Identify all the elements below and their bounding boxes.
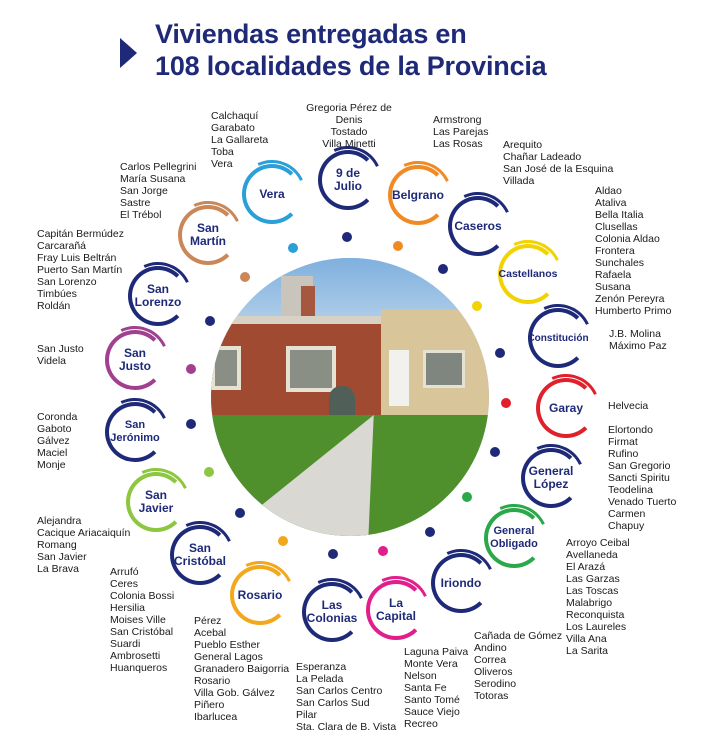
dept-label: Garay bbox=[548, 400, 584, 415]
dept-ring-san-cristobal bbox=[170, 525, 230, 585]
dept-label: La Capital bbox=[375, 596, 416, 623]
localities-rosario: Pérez Acebal Pueblo Esther General Lagos Granadero Baigorria Rosario Villa Gob. Gálvez Piñero Ibarlucea bbox=[194, 615, 290, 723]
dept-label: Belgrano bbox=[392, 187, 445, 202]
localities-san-lorenzo: Capitán Bermúdez Carcarañá Fray Luis Beltrán Puerto San Martín San Lorenzo Timbúes Roldán bbox=[37, 228, 124, 312]
page-title bbox=[155, 18, 547, 82]
localities-constitucion: J.B. Molina Máximo Paz bbox=[609, 328, 667, 352]
localities-san-javier: Alejandra Cacique Ariacaiquín Romang San Javier La Brava bbox=[37, 515, 131, 575]
dept-label: San Javier bbox=[138, 488, 174, 515]
dept-dot-las-colonias bbox=[328, 549, 338, 559]
dept-label: San Justo bbox=[118, 346, 151, 373]
dept-label: San Lorenzo bbox=[134, 282, 182, 309]
dept-ring-general-obligado bbox=[484, 508, 544, 568]
localities-las-colonias: Esperanza La Pelada San Carlos Centro San Carlos Sud Pilar Sta. Clara de B. Vista bbox=[296, 661, 397, 733]
localities-iriondo: Cañada de Gómez Andino Correa Oliveros Serodino Totoras bbox=[474, 630, 563, 702]
dept-ring-general-lopez bbox=[521, 448, 581, 508]
dept-label: San Cristóbal bbox=[174, 541, 227, 568]
dept-dot-san-cristobal bbox=[235, 508, 245, 518]
localities-la-capital: Laguna Paiva Monte Vera Nelson Santa Fe Santo Tomé Sauce Viejo Recreo bbox=[404, 646, 469, 730]
localities-garay: Helvecia bbox=[608, 400, 649, 412]
dept-ring-iriondo bbox=[431, 553, 491, 613]
localities-san-jeronimo: Coronda Gaboto Gálvez Maciel Monje bbox=[37, 411, 78, 471]
dept-ring-san-jeronimo bbox=[105, 402, 165, 462]
dept-dot-general-obligado bbox=[462, 492, 472, 502]
dept-dot-constitucion bbox=[495, 348, 505, 358]
localities-belgrano: Armstrong Las Parejas Las Rosas bbox=[433, 114, 489, 150]
dept-label: Castellanos bbox=[498, 267, 558, 280]
dept-ring-san-javier bbox=[126, 472, 186, 532]
dept-label: San Martín bbox=[190, 221, 226, 248]
dept-label: General Obligado bbox=[490, 525, 538, 550]
dept-ring-9-de-julio bbox=[318, 150, 378, 210]
localities-9-de-julio: Gregoria Pérez de Denis Tostado Villa Minetti bbox=[306, 102, 392, 150]
dept-label: Constitución bbox=[527, 332, 589, 344]
dept-ring-san-justo bbox=[105, 330, 165, 390]
dept-dot-iriondo bbox=[425, 527, 435, 537]
dept-dot-san-jeronimo bbox=[186, 419, 196, 429]
dept-ring-san-lorenzo bbox=[128, 266, 188, 326]
title-line-2: 108 localidades de la Provincia bbox=[155, 51, 547, 81]
dept-dot-rosario bbox=[278, 536, 288, 546]
dept-dot-9-de-julio bbox=[342, 232, 352, 242]
dept-ring-constitucion bbox=[528, 308, 588, 368]
localities-san-cristobal: Arrufó Ceres Colonia Bossi Hersilia Moises Ville San Cristóbal Suardi Ambrosetti Huanqueros bbox=[110, 566, 175, 674]
dept-label: Vera bbox=[259, 186, 285, 201]
dept-label: San Jerónimo bbox=[110, 419, 160, 444]
localities-general-lopez: Elortondo Firmat Rufino San Gregorio Sancti Spiritu Teodelina Venado Tuerto Carmen Chapuy bbox=[608, 424, 677, 532]
dept-dot-san-lorenzo bbox=[205, 316, 215, 326]
localities-san-martin: Carlos Pellegrini María Susana San Jorge Sastre El Trébol bbox=[120, 161, 197, 221]
title-line-1: Viviendas entregadas en bbox=[155, 19, 467, 49]
dept-dot-san-martin bbox=[240, 272, 250, 282]
dept-label: Iriondo bbox=[440, 575, 482, 590]
dept-ring-belgrano bbox=[388, 165, 448, 225]
dept-dot-vera bbox=[288, 243, 298, 253]
dept-label: General López bbox=[528, 464, 574, 491]
localities-general-obligado: Arroyo Ceibal Avellaneda El Arazá Las Garzas Las Toscas Malabrigo Reconquista Los Laureles Villa Ana La Sarita bbox=[566, 537, 630, 657]
dept-dot-general-lopez bbox=[490, 447, 500, 457]
title-arrow-icon bbox=[120, 38, 137, 68]
dept-dot-belgrano bbox=[393, 241, 403, 251]
dept-ring-garay bbox=[536, 378, 596, 438]
localities-caseros: Arequito Chañar Ladeado San José de la Esquina Villada bbox=[503, 139, 614, 187]
house-photo bbox=[211, 258, 489, 536]
dept-label: Caseros bbox=[454, 218, 502, 233]
dept-label: Las Colonias bbox=[306, 598, 358, 625]
dept-dot-castellanos bbox=[472, 301, 482, 311]
dept-dot-caseros bbox=[438, 264, 448, 274]
dept-ring-caseros bbox=[448, 196, 508, 256]
dept-dot-san-javier bbox=[204, 467, 214, 477]
dept-label: 9 de Julio bbox=[333, 166, 362, 193]
dept-ring-la-capital bbox=[366, 580, 426, 640]
dept-dot-la-capital bbox=[378, 546, 388, 556]
dept-dot-garay bbox=[501, 398, 511, 408]
dept-ring-vera bbox=[242, 164, 302, 224]
dept-label: Rosario bbox=[237, 587, 283, 602]
dept-ring-castellanos bbox=[498, 244, 558, 304]
localities-vera: Calchaquí Garabato La Gallareta Toba Vera bbox=[211, 110, 269, 170]
localities-castellanos: Aldao Ataliva Bella Italia Clusellas Colonia Aldao Frontera Sunchales Rafaela Susana Zenón Pereyra Humberto Primo bbox=[595, 185, 672, 317]
dept-ring-las-colonias bbox=[302, 582, 362, 642]
dept-dot-san-justo bbox=[186, 364, 196, 374]
localities-san-justo: San Justo Videla bbox=[37, 343, 84, 367]
